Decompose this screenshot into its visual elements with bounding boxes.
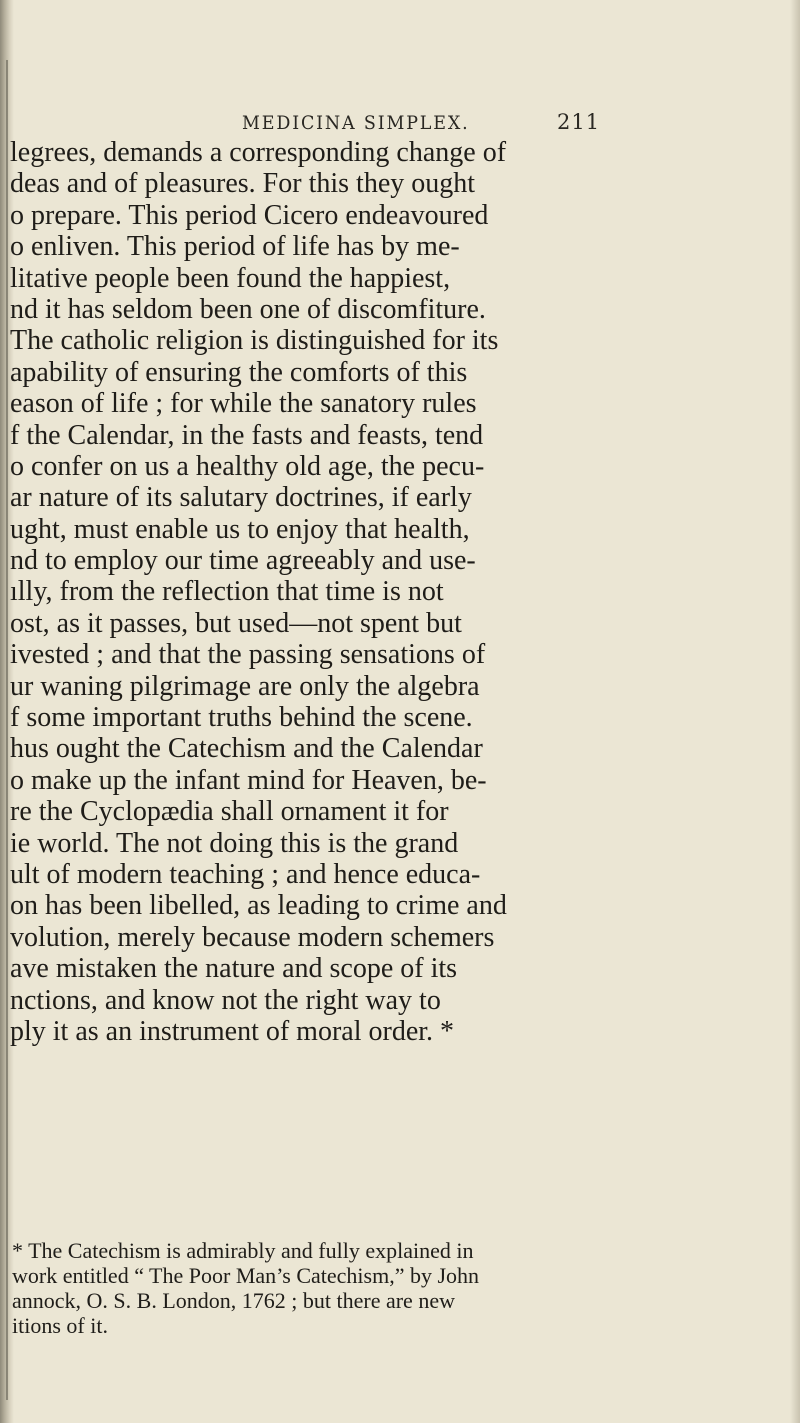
text-line: f some important truths behind the scene. — [10, 702, 473, 734]
text-line: o prepare. This period Cicero endeavoured — [10, 199, 489, 231]
running-header — [230, 112, 650, 134]
body-text — [10, 137, 750, 1047]
text-line: ivested ; and that the passing sensations of — [10, 639, 486, 671]
text-line: o confer on us a healthy old age, the pecu- — [10, 450, 485, 482]
page-right-edge — [790, 0, 800, 1423]
text-line: apability of ensuring the comforts of this — [10, 356, 468, 388]
binding-edge-line — [6, 60, 8, 1400]
text-line: ur waning pilgrimage are only the algebra — [10, 670, 480, 702]
text-line: ught, must enable us to enjoy that health, — [10, 513, 470, 545]
text-line: ply it as an instrument of moral order. * — [10, 1015, 455, 1047]
text-line: ie world. The not doing this is the grand — [10, 827, 459, 859]
text-line: ılly, from the reflection that time is not — [10, 576, 444, 608]
text-line: ave mistaken the nature and scope of its — [10, 953, 458, 985]
text-line: re the Cyclopædia shall ornament it for — [10, 796, 449, 828]
text-line: f the Calendar, in the fasts and feasts, tend — [10, 419, 484, 451]
footnote-line: annock, O. S. B. London, 1762 ; but there are new — [12, 1288, 455, 1313]
text-line: deas and of pleasures. For this they ought — [10, 168, 476, 200]
footnote-line: work entitled “ The Poor Man’s Catechism,” by John — [12, 1263, 480, 1288]
text-line: o enliven. This period of life has by me- — [10, 231, 460, 263]
text-line: hus ought the Catechism and the Calendar — [10, 733, 483, 765]
text-line: legrees, demands a corresponding change of — [10, 137, 507, 168]
text-line: The catholic religion is distinguished for its — [10, 325, 499, 357]
text-line: nd it has seldom been one of discomfiture. — [10, 293, 486, 325]
text-line: volution, merely because modern schemers — [10, 921, 495, 953]
text-line: nd to employ our time agreeably and use- — [10, 545, 476, 577]
text-line: o make up the infant mind for Heaven, be- — [10, 764, 487, 796]
text-line: ost, as it passes, but used—not spent but — [10, 607, 462, 639]
text-line: ar nature of its salutary doctrines, if early — [10, 482, 472, 514]
footnote-line: * The Catechism is admirably and fully explained in — [12, 1238, 474, 1263]
running-title: MEDICINA SIMPLEX. — [242, 112, 470, 134]
page-number: 211 — [557, 110, 601, 134]
text-line: ult of modern teaching ; and hence educa- — [10, 858, 481, 890]
text-line: nctions, and know not the right way to — [10, 984, 441, 1016]
footnote-line: itions of it. — [12, 1313, 108, 1338]
footnote — [12, 1238, 752, 1338]
text-line: eason of life ; for while the sanatory rules — [10, 388, 477, 420]
text-line: litative people been found the happiest, — [10, 262, 451, 294]
text-line: on has been libelled, as leading to crime and — [10, 890, 507, 922]
